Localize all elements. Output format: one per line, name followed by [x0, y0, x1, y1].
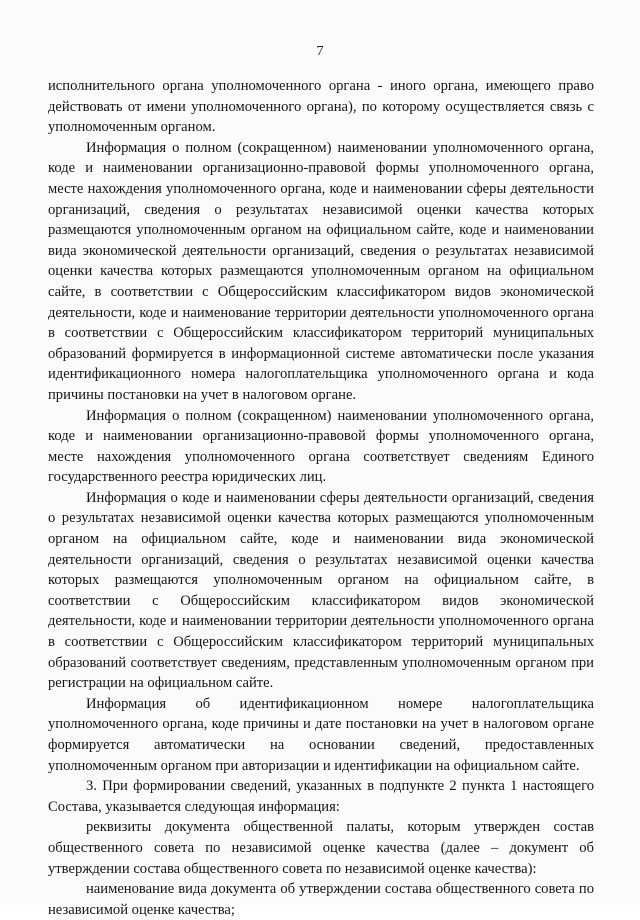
paragraph-tax-id: Информация об идентификационном номере налогоплательщика уполномоченного органа, коде причины и дате постановки на учет в налоговом органе формируется автоматически на основании сведений, предоставленных уполномоченным органом при авторизации и идентификации на официальном сайте. [48, 695, 594, 774]
paragraph-clause-3: 3. При формировании сведений, указанных в подпункте 2 пункта 1 настоящего Состава, указывается следующая информация: [48, 778, 594, 815]
paragraph-document-type: наименование вида документа об утверждении состава общественного совета по независимой оценке качества; [48, 881, 594, 918]
paragraph-document-details: реквизиты документа общественной палаты, которым утвержден состав общественного совета по независимой оценке качества (далее – документ об утверждении состава общественного совета по независимой оценке качества): [48, 819, 594, 877]
paragraph-egrul-match: Информация о полном (сокращенном) наименовании уполномоченного органа, коде и наименовании организационно-правовой формы уполномоченного органа, месте нахождения уполномоченного органа соответствует сведениям Единого государственного реестра юридических лиц. [48, 407, 594, 486]
document-body [48, 76, 594, 920]
paragraph-activity-codes: Информация о коде и наименовании сферы деятельности организаций, сведения о результатах независимой оценки качества которых размещаются уполномоченным органом на официальном сайте, коде и наименовании вида экономической деятельности организаций, сведения о результатах независимой оценки качества которых размещаются уполномоченным органом на официальном сайте, в соответствии с Общероссийским классификатором видов экономической деятельности, коде и наименовании территории деятельности уполномоченного органа в соответствии с Общероссийским классификатором территорий муниципальных образований соответствует сведениям, представленным уполномоченным органом при регистрации на официальном сайте. [48, 489, 594, 692]
page-number: 7 [316, 44, 324, 59]
paragraph-continuation: исполнительного органа уполномоченного органа - иного органа, имеющего право действовать от имени уполномоченного органа), по которому осуществляется связь с уполномоченным органом. [48, 78, 594, 136]
paragraph-authority-info: Информация о полном (сокращенном) наименовании уполномоченного органа, коде и наименовании организационно-правовой формы уполномоченного органа, месте нахождения уполномоченного органа, коде и наименовании сферы деятельности организаций, сведения о результатах независимой оценки качества которых размещаются уполномоченным органом на официальном сайте, коде и наименовании вида экономической деятельности организаций, сведения о результатах независимой оценки качества которых размещаются уполномоченным органом на официальном сайте, в соответствии с Общероссийским классификатором видов экономической деятельности, коде и наименование территории деятельности уполномоченного органа в соответствии с Общероссийским классификатором территорий муниципальных образований формируется в информационной системе автоматически после указания идентификационного номера налогоплательщика уполномоченного органа и кода причины постановки на учет в налоговом органе. [48, 139, 594, 403]
